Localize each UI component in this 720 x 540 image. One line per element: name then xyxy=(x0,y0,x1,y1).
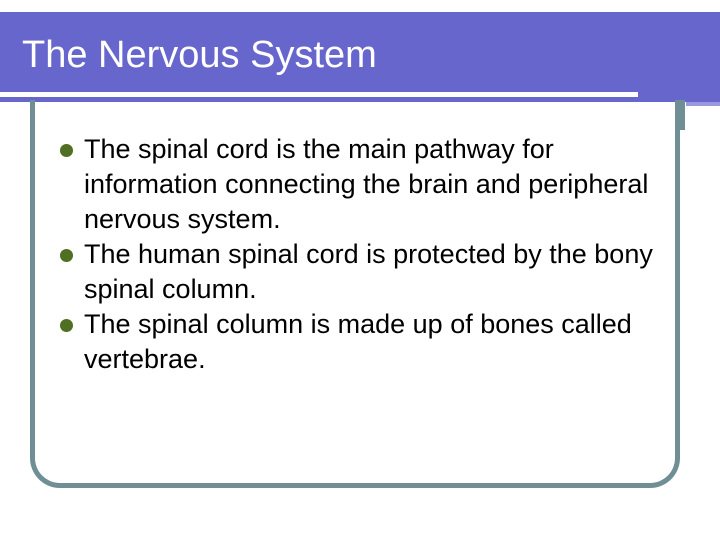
bullet-icon xyxy=(60,319,73,332)
slide-title: The Nervous System xyxy=(22,34,377,76)
bullet-icon xyxy=(60,249,73,262)
bullet-icon xyxy=(60,144,73,157)
bullet-item xyxy=(58,307,658,377)
bullet-text: The spinal cord is the main pathway for information connecting the brain and peripheral nervous system. xyxy=(84,134,649,234)
title-bar-tab xyxy=(686,12,720,106)
bullet-item xyxy=(58,132,658,237)
title-underline xyxy=(0,92,638,97)
title-bar xyxy=(0,12,720,102)
bullet-item xyxy=(58,237,658,307)
content-frame-corner xyxy=(672,100,685,130)
bullet-text: The human spinal cord is protected by the bony spinal column. xyxy=(84,239,653,304)
bullet-list xyxy=(58,132,658,377)
bullet-text: The spinal column is made up of bones called vertebrae. xyxy=(84,309,632,374)
